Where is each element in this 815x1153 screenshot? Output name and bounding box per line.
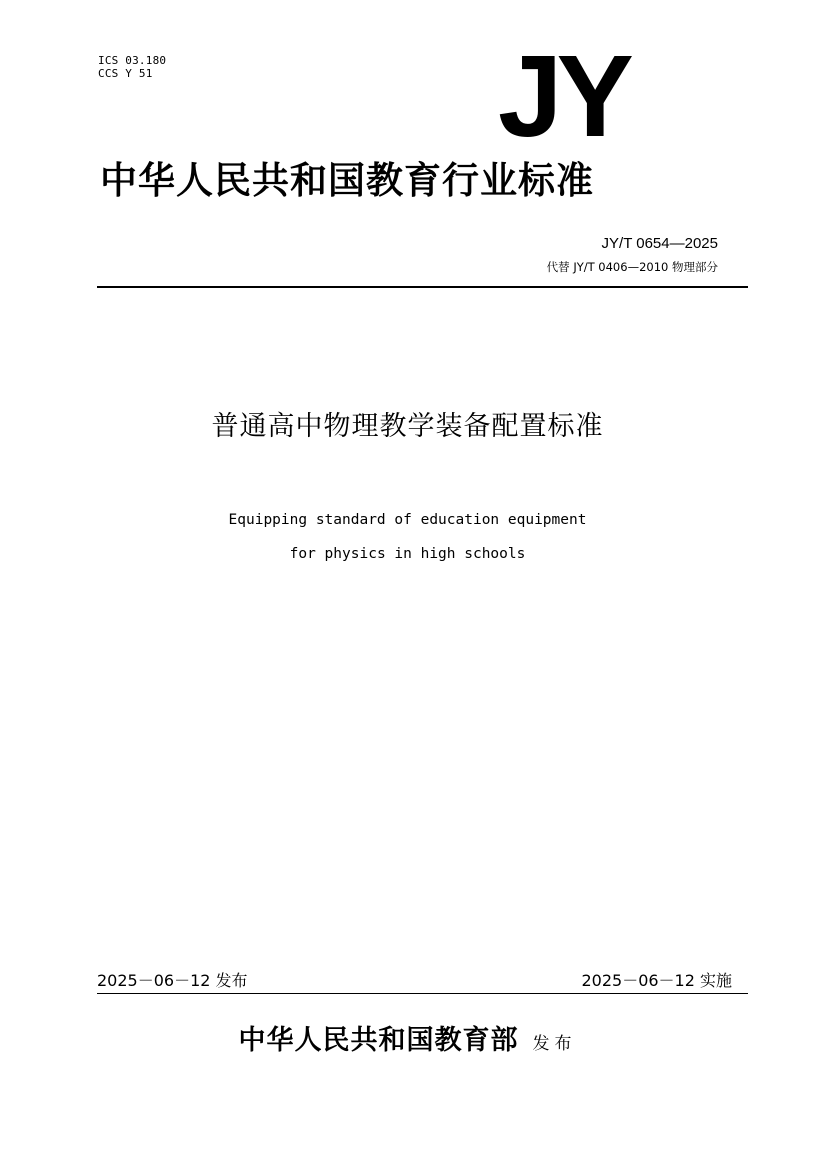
footer-divider — [97, 993, 748, 994]
jy-logo: JY — [498, 31, 628, 161]
header-divider — [97, 286, 748, 288]
replaces-note: 代替 JY/T 0406—2010 物理部分 — [546, 260, 718, 274]
standard-category: 中华人民共和国教育行业标准 — [100, 158, 594, 202]
standard-number: JY/T 0654—2025 — [601, 235, 718, 252]
title-english-line1: Equipping standard of education equipment — [228, 512, 587, 528]
title-english-line2: for physics in high schools — [289, 546, 526, 562]
publish-action: 发布 — [532, 1034, 577, 1054]
title-chinese: 普通高中物理教学装备配置标准 — [211, 411, 604, 442]
implementation-date: 2025－06－12 实施 — [581, 971, 732, 990]
classification-codes — [98, 54, 166, 80]
ics-code: ICS 03.180 — [98, 54, 167, 67]
publisher-organization: 中华人民共和国教育部 — [238, 1025, 519, 1056]
ccs-code: CCS Y 51 — [98, 67, 153, 80]
publisher — [0, 1024, 815, 1061]
issue-date: 2025－06－12 发布 — [97, 971, 248, 990]
